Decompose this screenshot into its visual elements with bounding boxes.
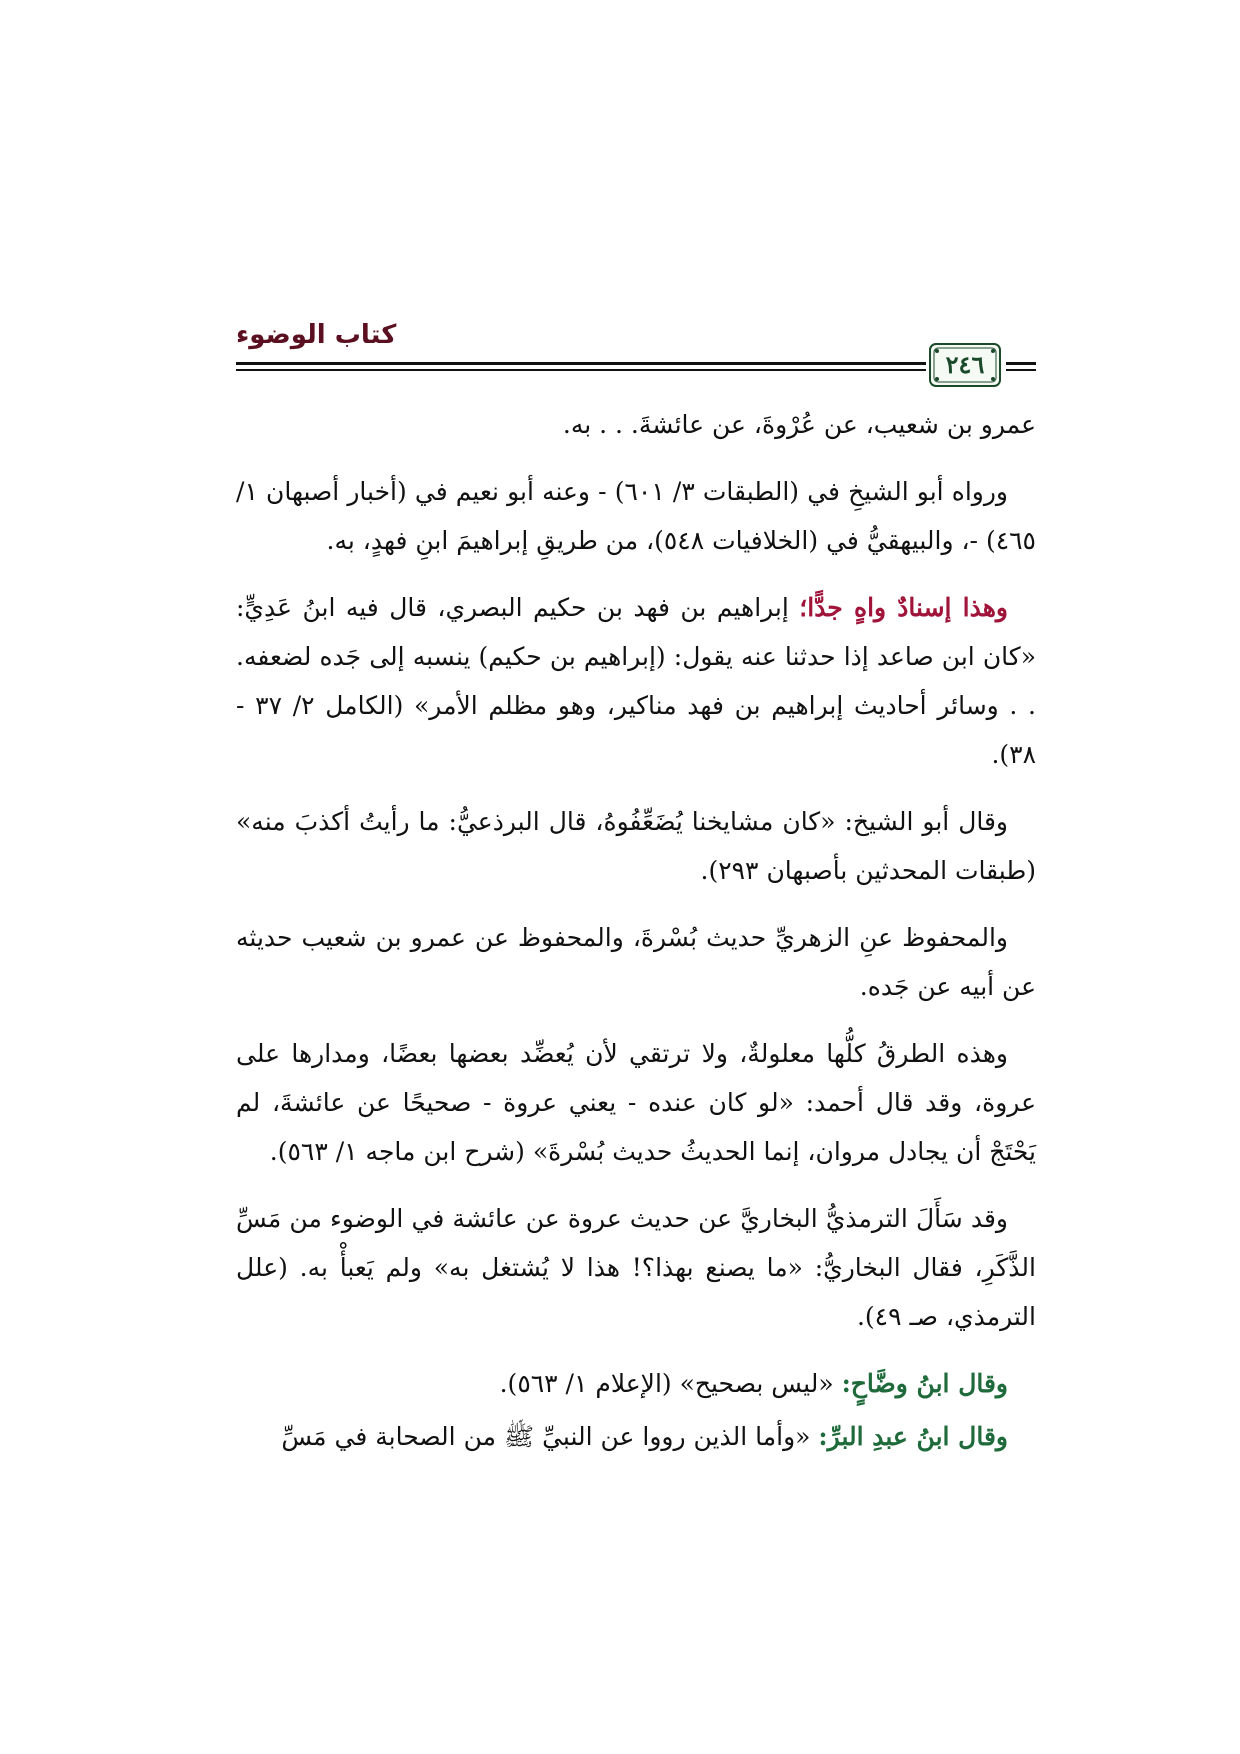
paragraph-6: وهذه الطرقُ كلُّها معلولةٌ، ولا ترتقي لأن يُعضِّد بعضها بعضًا، ومدارها على عروة، وقد قال أحمد: «لو كان عنده - يعني عروة - صحيحًا عن عائشةَ، لم يَحْتَجْ أن يجادل مروان، إنما الحديثُ حديث بُسْرةَ» (شرح ابن ماجه ١/ ٥٦٣).: [236, 1039, 1036, 1166]
paragraph-8: [236, 1359, 1036, 1408]
header-rule-top: [236, 362, 926, 365]
header-rule-right-bottom: [1006, 369, 1036, 371]
paragraph-2: ورواه أبو الشيخِ في (الطبقات ٣/ ٦٠١) - وعنه أبو نعيم في (أخبار أصبهان ١/ ٤٦٥) -، والبيهقيُّ في (الخلافيات ٥٤٨)، من طريقِ إبراهيمَ ابنِ فهدٍ، به.: [236, 477, 1036, 555]
header-rule-bottom: [236, 369, 926, 371]
book-title: كتاب الوضوء: [236, 320, 397, 350]
paragraph-3: [236, 583, 1036, 779]
paragraph-4: وقال أبو الشيخ: «كان مشايخنا يُضَعِّفُوهُ، قال البرذعيُّ: ما رأيتُ أكذبَ منه» (طبقات المحدثين بأصبهان ٢٩٣).: [236, 807, 1036, 885]
page-header: [236, 320, 1036, 382]
ibn-waddah-label: وقال ابنُ وضَّاحٍ:: [841, 1369, 1008, 1398]
paragraph-5: والمحفوظ عنِ الزهريِّ حديث بُسْرةَ، والمحفوظ عن عمرو بن شعيب حديثه عن أبيه عن جَده.: [236, 923, 1036, 1001]
paragraph-9: [236, 1412, 1036, 1461]
paragraph-3-text: إبراهيم بن فهد بن حكيم البصري، قال فيه ابنُ عَدِيٍّ: «كان ابن صاعد إذا حدثنا عنه يقول: (إبراهيم بن حكيم) ينسبه إلى جَده لضعفه. . . وسائر أحاديث إبراهيم بن فهد مناكير، وهو مظلم الأمر» (الكامل ٢/ ٣٧ - ٣٨).: [236, 593, 1036, 769]
paragraph-7: وقد سَأَلَ الترمذيُّ البخاريَّ عن حديث عروة عن عائشة في الوضوء من مَسِّ الذَّكَرِ، فقال البخاريُّ: «ما يصنع بهذا؟! هذا لا يُشتغل به» ولم يَعبأْ به. (علل الترمذي، صـ ٤٩).: [236, 1204, 1036, 1331]
paragraph-9-text: «وأما الذين رووا عن النبيِّ ﷺ من الصحابة في مَسِّ: [281, 1422, 819, 1451]
weak-chain-verdict: وهذا إسنادٌ واهٍ جدًّا؛: [799, 593, 1008, 622]
ibn-abd-al-barr-label: وقال ابنُ عبدِ البرِّ:: [818, 1422, 1008, 1451]
body-text: [236, 400, 1036, 1479]
header-rule-right-top: [1006, 362, 1036, 365]
page-number-badge: [928, 342, 1002, 388]
paragraph-1: عمرو بن شعيب، عن عُرْوةَ، عن عائشةَ. . . به.: [562, 410, 1036, 439]
page-number: ٢٤٦: [945, 350, 985, 379]
paragraph-8-text: «ليس بصحيح» (الإعلام ١/ ٥٦٣).: [499, 1369, 842, 1398]
